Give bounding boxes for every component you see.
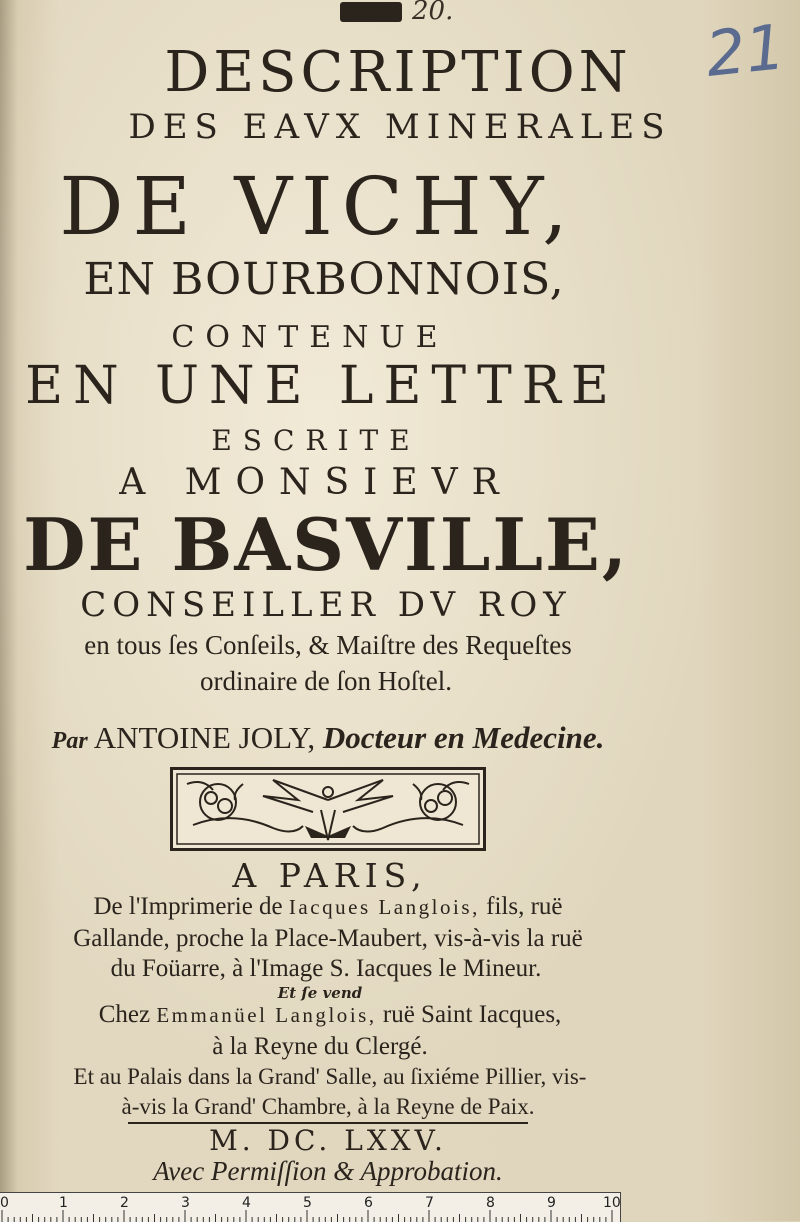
seller-pre: Chez xyxy=(98,1001,151,1028)
title-line-vichy: DE VICHY, xyxy=(59,160,577,253)
ink-blot xyxy=(340,2,402,22)
printer-name: Iacques Langlois, xyxy=(288,895,480,919)
title-line-conseils: en tous ſes Conſeils, & Maiſtre des Requeſtes xyxy=(84,630,572,660)
ruler-label: 1 xyxy=(59,1195,68,1211)
scale-ruler xyxy=(0,1192,621,1222)
ruler-label: 6 xyxy=(364,1195,373,1211)
imprint-address-2: Gallande, proche la Place-Maubert, vis-à-vis la ruë xyxy=(73,925,583,952)
title-line-conseiller: CONSEILLER DV ROY xyxy=(80,585,572,625)
title-line-basville: DE BASVILLE, xyxy=(23,502,629,587)
author-role: Docteur en Medecine. xyxy=(322,720,605,755)
ruler-label: 0 xyxy=(0,1195,9,1211)
title-line-description: DESCRIPTION xyxy=(164,40,632,105)
seller-post: ruë Saint Iacques, xyxy=(382,1001,562,1028)
author-name: ANTOINE JOLY, xyxy=(93,720,316,755)
imprint-address-3: du Foüarre, à l'Image S. Iacques le Mineur. xyxy=(110,955,542,982)
title-line-monsieur: A MONSIEVR xyxy=(119,462,513,503)
printer-pre: De l'Imprimerie de xyxy=(93,893,283,920)
title-line-contenue: CONTENUE xyxy=(171,320,449,355)
handwritten-number: 21 xyxy=(702,10,789,91)
imprint-printer-line xyxy=(0,893,728,921)
ruler-label: 2 xyxy=(120,1195,129,1211)
imprint-palais-1: Et au Palais dans la Grand' Salle, au ſixiéme Pillier, vis- xyxy=(73,1064,587,1089)
ruler-label: 7 xyxy=(425,1195,434,1211)
title-line-bourbonnois: EN BOURBONNOIS, xyxy=(83,254,565,305)
title-line-escrite: ESCRITE xyxy=(211,424,421,457)
ruler-label: 3 xyxy=(181,1195,190,1211)
title-line-hostel: ordinaire de ſon Hoſtel. xyxy=(200,666,452,696)
imprint-seller-line xyxy=(0,1001,730,1029)
ruler-label: 5 xyxy=(303,1195,312,1211)
title-line-eaux: DES EAVX MINERALES xyxy=(128,107,672,147)
ornament-engraving xyxy=(173,770,483,848)
ruler-label: 10 xyxy=(603,1195,621,1211)
printer-post: fils, ruë xyxy=(486,893,563,920)
imprint-year: M. DC. LXXV. xyxy=(209,1124,447,1157)
imprint-city: A PARIS, xyxy=(232,856,428,895)
ruler-label: 8 xyxy=(486,1195,495,1211)
printers-ornament xyxy=(170,767,486,851)
imprint-palais-2: à-vis la Grand' Chambre, à la Reyne de Paix. xyxy=(121,1094,535,1119)
ink-header-mark: 20. xyxy=(340,0,453,26)
imprint-seller-address: à la Reyne du Clergé. xyxy=(212,1033,428,1060)
seller-name: Emmanüel Langlois, xyxy=(156,1003,377,1027)
imprint-sold: Et ſe vend xyxy=(277,984,363,1002)
ruler-label: 9 xyxy=(547,1195,556,1211)
title-line-lettre: EN UNE LETTRE xyxy=(25,356,619,416)
ruler-label: 4 xyxy=(242,1195,251,1211)
author-par: Par xyxy=(51,728,88,754)
imprint-privilege: Avec Permiſſion & Approbation. xyxy=(153,1156,503,1186)
author-line xyxy=(0,720,728,756)
